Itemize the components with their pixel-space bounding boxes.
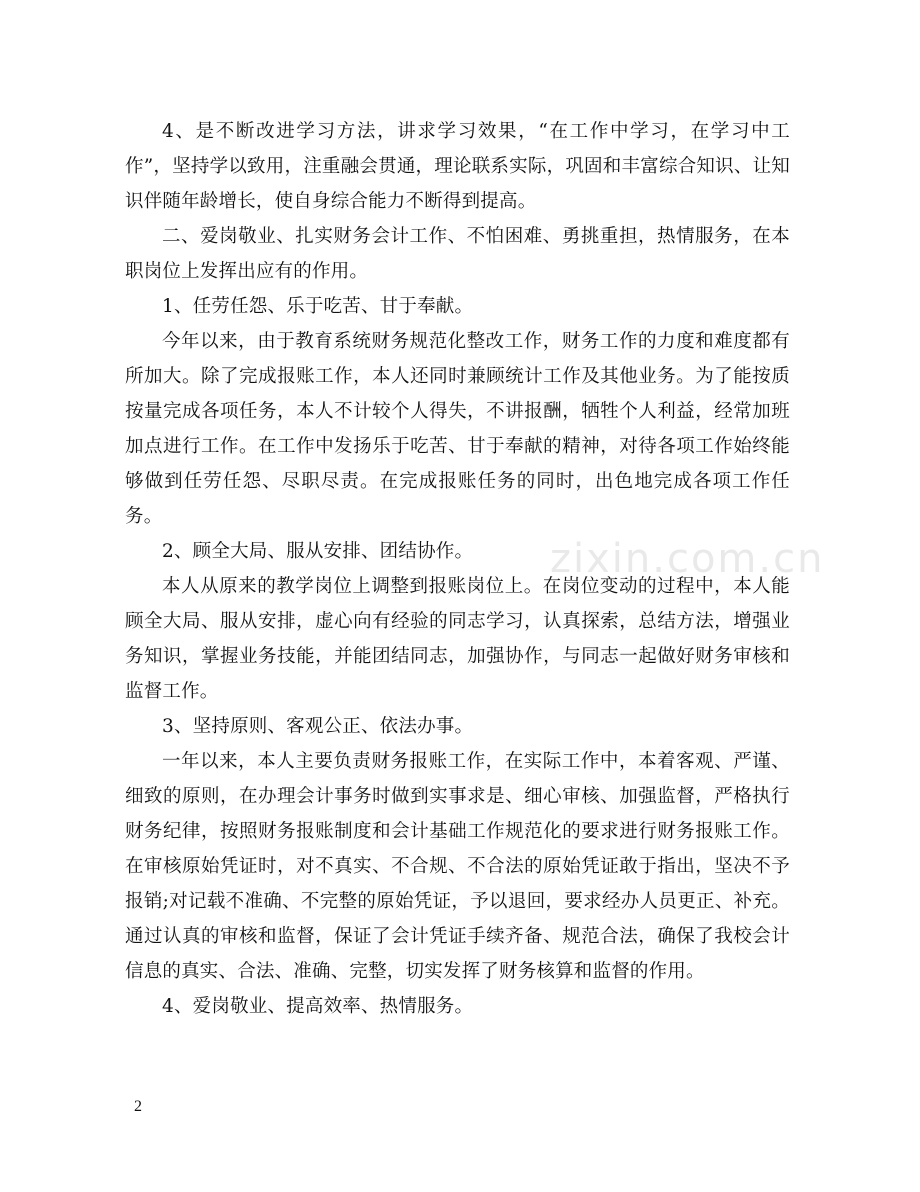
paragraph-item-1-heading: 1、任劳任怨、乐于吃苦、甘于奉献。 <box>162 296 474 317</box>
document-body <box>125 114 790 1024</box>
paragraph-item-2-heading: 2、顾全大局、服从安排、团结协作。 <box>162 541 474 562</box>
paragraph-item-2-body: 本人从原来的教学岗位上调整到报账岗位上。在岗位变动的过程中，本人能顾全大局、服从安排，虚心向有经验的同志学习，认真探索，总结方法，增强业务知识，掌握业务技能，并能团结同志，加强协作，与同志一起做好财务审核和监督工作。 <box>125 576 790 702</box>
paragraph-item-1-body: 今年以来，由于教育系统财务规范化整改工作，财务工作的力度和难度都有所加大。除了完成报账工作，本人还同时兼顾统计工作及其他业务。为了能按质按量完成各项任务，本人不计较个人得失，不讲报酬，牺牲个人利益，经常加班加点进行工作。在工作中发扬乐于吃苦、甘于奉献的精神，对待各项工作始终能够做到任劳任怨、尽职尽责。在完成报账任务的同时，出色地完成各项工作任务。 <box>125 331 790 527</box>
paragraph-item-4-heading: 4、爱岗敬业、提高效率、热情服务。 <box>162 996 474 1017</box>
paragraph-item-3-body: 一年以来，本人主要负责财务报账工作，在实际工作中，本着客观、严谨、细致的原则，在办理会计事务时做到实事求是、细心审核、加强监督，严格执行财务纪律，按照财务报账制度和会计基础工作规范化的要求进行财务报账工作。在审核原始凭证时，对不真实、不合规、不合法的原始凭证敢于指出，坚决不予报销;对记载不准确、不完整的原始凭证，予以退回，要求经办人员更正、补充。通过认真的审核和监督，保证了会计凭证手续齐备、规范合法，确保了我校会计信息的真实、合法、准确、完整，切实发挥了财务核算和监督的作用。 <box>125 751 790 982</box>
page-number: 2 <box>134 1098 142 1115</box>
paragraph-learning-methods: 4、是不断改进学习方法，讲求学习效果，“在工作中学习，在学习中工作”，坚持学以致用，注重融会贯通，理论联系实际，巩固和丰富综合知识、让知识伴随年龄增长，使自身综合能力不断得到提高。 <box>125 121 790 212</box>
watermark: zixin.com.cn <box>550 536 825 582</box>
paragraph-section-two-heading: 二、爱岗敬业、扎实财务会计工作、不怕困难、勇挑重担，热情服务，在本职岗位上发挥出应有的作用。 <box>125 226 790 282</box>
paragraph-item-3-heading: 3、坚持原则、客观公正、依法办事。 <box>162 716 474 737</box>
